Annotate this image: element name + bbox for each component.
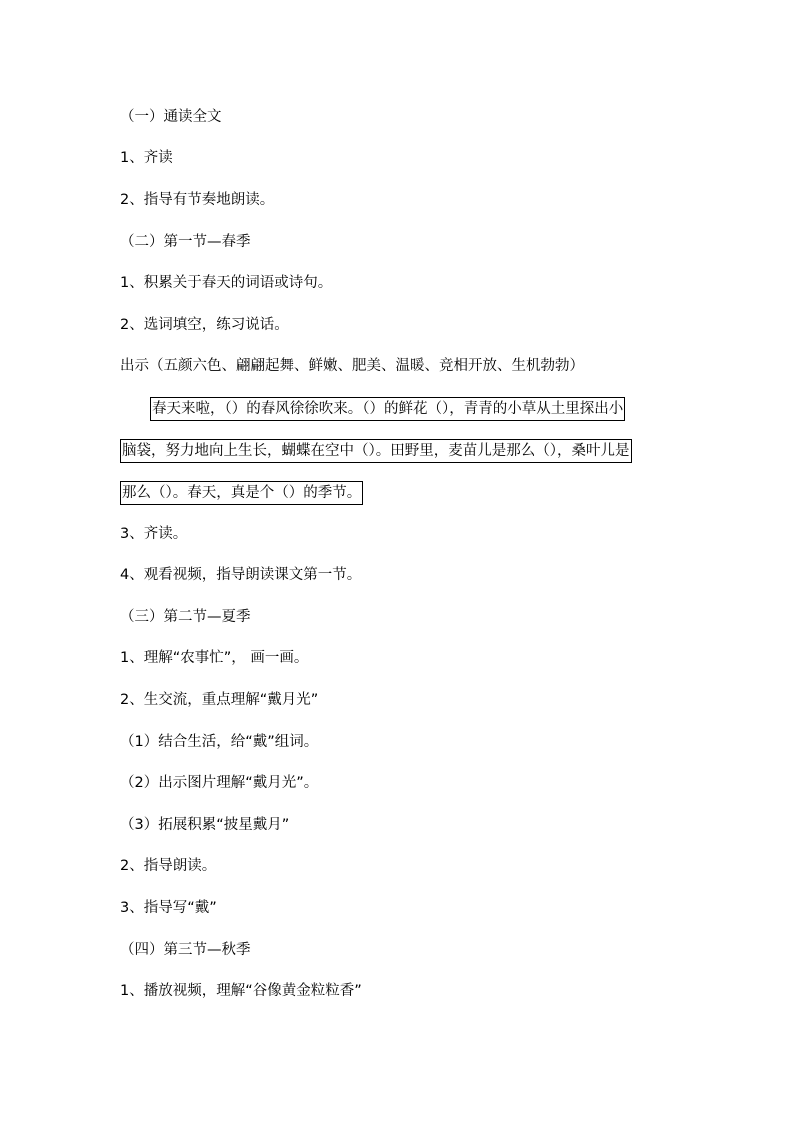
list-item: 1、积累关于春天的词语或诗句。	[120, 275, 333, 291]
sub-item: （3）拓展积累“披星戴月”	[120, 817, 290, 833]
word-bank: 出示（五颜六色、翩翩起舞、鲜嫩、肥美、温暖、竞相开放、生机勃勃）	[120, 358, 584, 374]
list-item: 2、指导有节奏地朗读。	[120, 192, 275, 208]
list-item: 1、播放视频，理解“谷像黄金粒粒香”	[120, 983, 362, 999]
fill-in-exercise-line-2: 脑袋，努力地向上生长，蝴蝶在空中（）。田野里，麦苗儿是那么（），桑叶儿是	[120, 439, 632, 463]
section-heading-4: （四）第三节—秋季	[120, 942, 251, 958]
list-item: 3、指导写“戴”	[120, 900, 217, 916]
section-heading-2: （二）第一节—春季	[120, 234, 251, 250]
list-item: 2、指导朗读。	[120, 858, 217, 874]
list-item: 2、生交流，重点理解“戴月光”	[120, 692, 319, 708]
sub-item: （1）结合生活，给“戴”组词。	[120, 734, 319, 750]
list-item: 3、齐读。	[120, 526, 188, 542]
fill-in-exercise-line-1: 春天来啦，（）的春风徐徐吹来。（）的鲜花（），青青的小草从土里探出小	[150, 397, 625, 421]
list-item: 1、齐读	[120, 150, 173, 166]
list-item: 1、理解“农事忙”， 画一画。	[120, 650, 309, 666]
section-heading-1: （一）通读全文	[120, 109, 222, 125]
section-heading-3: （三）第二节—夏季	[120, 609, 251, 625]
fill-in-exercise-line-3: 那么（）。春天，真是个（）的季节。	[120, 481, 363, 505]
list-item: 2、选词填空，练习说话。	[120, 317, 289, 333]
sub-item: （2）出示图片理解“戴月光”。	[120, 775, 319, 791]
list-item: 4、观看视频，指导朗读课文第一节。	[120, 567, 362, 583]
